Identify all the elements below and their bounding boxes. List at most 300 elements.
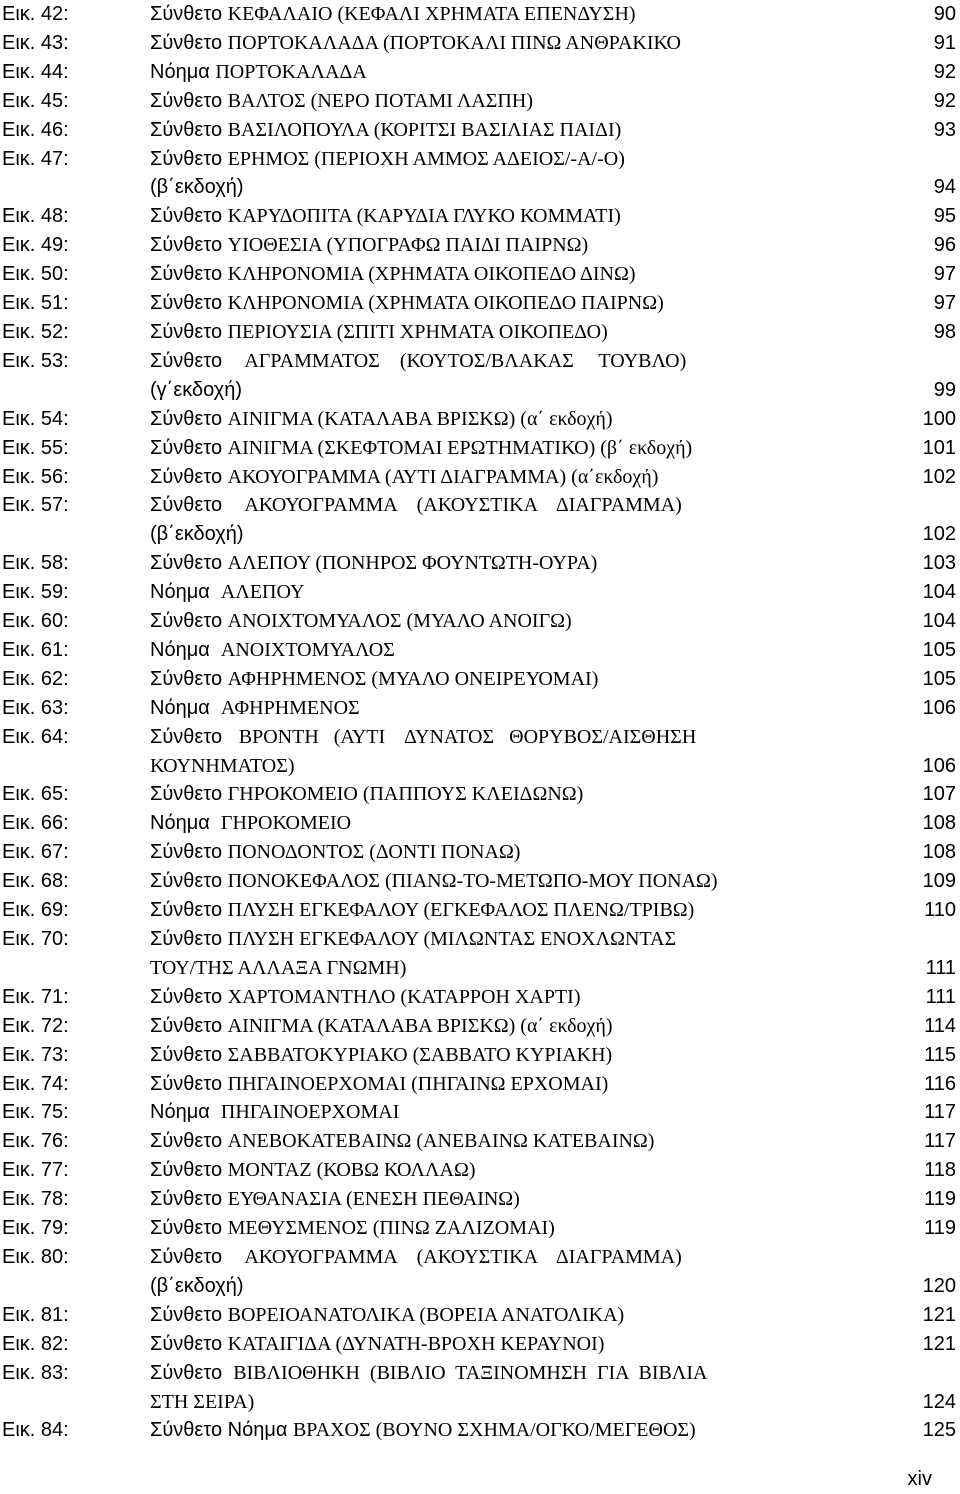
figure-sign: ΚΛΗΡΟΝΟΜΙΑ (ΧΡΗΜΑΤΑ ΟΙΚΟΠΕΔΟ ΠΑΙΡΝΩ) (227, 292, 664, 315)
figure-sign: ΑΝΕΒΟΚΑΤΕΒΑΙΝΩ (ΑΝΕΒΑΙΝΩ ΚΑΤΕΒΑΙΝΩ) (227, 1130, 655, 1153)
figure-title (150, 1070, 900, 1099)
figure-title-line (150, 231, 900, 260)
figure-type: Σύνθετο (150, 3, 228, 25)
figure-page-number: 121 (922, 1332, 956, 1355)
figure-title-line (150, 1185, 900, 1214)
figure-title (150, 1243, 900, 1301)
figure-title (150, 723, 900, 781)
figure-title (150, 289, 900, 318)
figure-entry (0, 896, 960, 925)
figure-title (150, 434, 900, 463)
figure-sign: ΠΗΓΑΙΝΟΕΡΧΟΜΑΙ (220, 1101, 400, 1124)
figure-title-line (150, 29, 900, 58)
figure-type: Σύνθετο (150, 234, 228, 257)
figure-title (150, 694, 900, 723)
figure-title (150, 1041, 900, 1070)
figure-entry (0, 29, 960, 58)
figure-type: Νόημα (150, 581, 221, 604)
figure-sign: ΚΛΗΡΟΝΟΜΙΑ (ΧΡΗΜΑΤΑ ΟΙΚΟΠΕΔΟ ΔΙΝΩ) (227, 263, 636, 286)
figure-type: Σύνθετο (150, 320, 228, 343)
figure-entry (0, 809, 960, 838)
figure-sign: ΑΚΟΥΟΓΡΑΜΜΑ (ΑΥΤΙ ΔΙΑΓΡΑΜΜΑ) (α΄εκδοχή) (227, 465, 659, 488)
figure-sign: ΠΕΡΙΟΥΣΙΑ (ΣΠΙΤΙ ΧΡΗΜΑΤΑ ΟΙΚΟΠΕΔΟ) (227, 320, 608, 343)
figure-page-number: 125 (922, 1419, 956, 1442)
figure-label: Εικ. 54: (2, 407, 69, 430)
page-number: xiv (907, 1468, 932, 1490)
figure-page-number: 96 (933, 234, 956, 257)
figure-type: Σύνθετο (150, 1245, 245, 1268)
figure-label: Εικ. 46: (2, 118, 69, 141)
figure-title-line (150, 1416, 900, 1445)
figure-title-line (150, 780, 900, 809)
figure-entry (0, 347, 960, 405)
figure-title (150, 347, 900, 405)
figure-entry (0, 867, 960, 896)
figure-page-number: 114 (924, 1014, 956, 1037)
figure-page-number: 105 (922, 638, 956, 661)
figure-type: Νόημα (150, 638, 221, 661)
figure-entry (0, 636, 960, 665)
figure-entry (0, 87, 960, 116)
figure-page-number: 115 (924, 1043, 956, 1066)
figure-label: Εικ. 58: (2, 552, 69, 575)
figure-entry (0, 665, 960, 694)
figure-type: Σύνθετο (150, 1130, 228, 1153)
figure-page-number: 98 (933, 320, 956, 343)
figure-sign: ΠΗΓΑΙΝΟΕΡΧΟΜΑΙ (ΠΗΓΑΙΝΩ ΕΡΧΟΜΑΙ) (227, 1072, 609, 1095)
figure-label: Εικ. 64: (2, 725, 69, 748)
figure-sign: ΠΟΡΤΟΚΑΛΑΔΑ (215, 60, 367, 83)
figure-title-line (150, 318, 900, 347)
figure-entry (0, 405, 960, 434)
figure-type: Σύνθετο (150, 899, 228, 922)
figure-entry (0, 925, 960, 983)
figure-page-number: 111 (925, 956, 956, 979)
figure-type: Σύνθετο (150, 870, 228, 893)
figure-entry (0, 1127, 960, 1156)
figure-label: Εικ. 70: (2, 928, 69, 950)
figure-title-line (150, 1041, 900, 1070)
figure-title (150, 1330, 900, 1359)
figure-title (150, 145, 900, 203)
figure-type: Σύνθετο (150, 725, 239, 748)
figure-title-line (150, 202, 900, 231)
figure-page-number: 92 (933, 60, 956, 83)
figure-title-line (150, 723, 900, 752)
figure-type: Σύνθετο (150, 349, 245, 372)
figure-title (150, 1127, 900, 1156)
figure-entry (0, 491, 960, 549)
figure-label: Εικ. 68: (2, 870, 69, 893)
figure-type: Σύνθετο (150, 147, 228, 170)
figure-page-number: 102 (922, 465, 956, 488)
figure-type: Σύνθετο (150, 1014, 228, 1037)
figure-type: Σύνθετο (150, 783, 228, 806)
figure-title-line (150, 87, 900, 116)
figure-entry (0, 0, 960, 29)
figure-sign: ΧΑΡΤΟΜΑΝΤΗΛΟ (ΚΑΤΑΡΡΟΗ ΧΑΡΤΙ) (227, 985, 581, 1008)
figure-sign: ΜΟΝΤΑΖ (ΚΟΒΩ ΚΟΛΛΑΩ) (227, 1159, 476, 1182)
figure-title (150, 636, 900, 665)
figure-entry (0, 1156, 960, 1185)
figure-type: Σύνθετο (150, 1361, 234, 1384)
figure-title-line (150, 1359, 900, 1388)
figure-label: Εικ. 78: (2, 1188, 69, 1211)
figure-label: Εικ. 80: (2, 1245, 69, 1268)
figure-sign: ΑΙΝΙΓΜΑ (ΣΚΕΦΤΟΜΑΙ ΕΡΩΤΗΜΑΤΙΚΟ) (β΄ εκδοχή) (227, 436, 693, 459)
figure-title (150, 867, 900, 896)
figure-sign: ΑΙΝΙΓΜΑ (ΚΑΤΑΛΑΒΑ ΒΡΙΣΚΩ) (α΄ εκδοχή) (227, 407, 613, 430)
figure-sign: ΥΙΟΘΕΣΙΑ (ΥΠΟΓΡΑΦΩ ΠΑΙΔΙ ΠΑΙΡΝΩ) (227, 234, 589, 257)
figure-page-number: 93 (933, 118, 956, 141)
figure-entry (0, 838, 960, 867)
figure-title-line (150, 434, 900, 463)
figure-page-number: 97 (933, 292, 956, 315)
figure-type: Σύνθετο (150, 1043, 228, 1066)
figure-title-line (150, 1012, 900, 1041)
figure-title-line (150, 1301, 900, 1330)
figure-sign: ΣΑΒΒΑΤΟΚΥΡΙΑΚΟ (ΣΑΒΒΑΤΟ ΚΥΡΙΑΚΗ) (227, 1043, 613, 1066)
figure-page-number: 94 (933, 176, 956, 199)
figure-title (150, 1214, 900, 1243)
figure-entry (0, 780, 960, 809)
figure-sign: ΠΟΡΤΟΚΑΛΑΔΑ (ΠΟΡΤΟΚΑΛΙ ΠΙΝΩ ΑΝΘΡΑΚΙΚΟ (227, 31, 681, 54)
figure-type: Σύνθετο Νόημα (150, 1419, 293, 1442)
figure-title-continuation: ΣΤΗ ΣΕΙΡΑ) (150, 1390, 255, 1413)
figure-type: Νόημα (150, 60, 216, 83)
figure-type: Νόημα (150, 812, 221, 835)
figure-label: Εικ. 62: (2, 667, 69, 690)
figure-title-line (150, 405, 900, 434)
figure-page-number: 111 (925, 985, 956, 1008)
figure-label: Εικ. 76: (2, 1130, 69, 1153)
figure-title (150, 87, 900, 116)
figure-sign: ΕΥΘΑΝΑΣΙΑ (ΕΝΕΣΗ ΠΕΘΑΙΝΩ) (227, 1188, 520, 1211)
figure-label: Εικ. 81: (2, 1303, 69, 1326)
figure-title-line (150, 145, 900, 174)
figure-title-line (150, 1214, 900, 1243)
figure-entry (0, 231, 960, 260)
figure-page-number: 105 (922, 667, 956, 690)
figure-title-line (150, 1330, 900, 1359)
figure-page-number: 92 (933, 89, 956, 112)
figure-title (150, 202, 900, 231)
figure-title-line (150, 578, 900, 607)
figure-sign: ΒΡΟΝΤΗ (ΑΥΤΙ ΔΥΝΑΤΟΣ ΘΟΡΥΒΟΣ/ΑΙΣΘΗΣΗ (238, 725, 697, 748)
figure-title (150, 260, 900, 289)
figure-title (150, 896, 900, 925)
figure-sign: ΠΛΥΣΗ ΕΓΚΕΦΑΛΟΥ (ΕΓΚΕΦΑΛΟΣ ΠΛΕΝΩ/ΤΡΙΒΩ) (227, 899, 695, 922)
figure-label: Εικ. 65: (2, 783, 69, 806)
figure-title (150, 1098, 900, 1127)
figure-title-line (150, 925, 900, 954)
figure-label: Εικ. 43: (2, 31, 69, 54)
figure-title-line (150, 607, 900, 636)
figure-page-number: 91 (933, 31, 956, 54)
figure-title (150, 780, 900, 809)
figure-title-line (150, 867, 900, 896)
figure-page-number: 104 (922, 610, 956, 633)
figure-title (150, 809, 900, 838)
figure-title (150, 838, 900, 867)
figure-title (150, 665, 900, 694)
figure-entry (0, 318, 960, 347)
figure-page-number: 109 (922, 870, 956, 893)
figure-entry (0, 1070, 960, 1099)
figure-entry (0, 1301, 960, 1330)
figure-title (150, 1156, 900, 1185)
figure-title (150, 1012, 900, 1041)
figure-label: Εικ. 79: (2, 1217, 69, 1240)
figure-title (150, 1185, 900, 1214)
figure-title-continuation: ΚΟΥΝΗΜΑΤΟΣ) (150, 754, 295, 777)
figure-label: Εικ. 48: (2, 205, 69, 228)
figure-title-line (150, 838, 900, 867)
figure-entry (0, 1041, 960, 1070)
figure-type: Σύνθετο (150, 1332, 228, 1355)
figure-sign: ΒΙΒΛΙΟΘΗΚΗ (ΒΙΒΛΙΟ ΤΑΞΙΝΟΜΗΣΗ ΓΙΑ ΒΙΒΛΙΑ (233, 1361, 708, 1384)
figure-label: Εικ. 57: (2, 494, 69, 517)
figure-title-line (150, 58, 900, 87)
figure-entry (0, 202, 960, 231)
figure-entry (0, 463, 960, 492)
figure-type: Σύνθετο (150, 292, 228, 315)
figure-label: Εικ. 63: (2, 696, 69, 719)
figure-title-line (150, 1098, 900, 1127)
figure-title (150, 607, 900, 636)
figure-entry (0, 1416, 960, 1445)
figure-entry (0, 607, 960, 636)
figure-page-number: 100 (922, 407, 956, 430)
figure-title-line (150, 463, 900, 492)
figure-title (150, 1416, 900, 1445)
figure-page-number: 117 (924, 1101, 956, 1124)
figure-entry (0, 1012, 960, 1041)
figure-entry (0, 145, 960, 203)
figure-title-line (150, 1156, 900, 1185)
figure-label: Εικ. 67: (2, 841, 69, 864)
figure-sign: ΚΕΦΑΛΑΙΟ (ΚΕΦΑΛΙ ΧΡΗΜΑΤΑ ΕΠΕΝΔΥΣΗ) (227, 3, 636, 25)
figure-page-number: 104 (922, 581, 956, 604)
figure-title (150, 578, 900, 607)
figure-sign: ΓΗΡΟΚΟΜΕΙΟ (220, 812, 352, 835)
figure-page-number: 107 (922, 783, 956, 806)
figure-sign: ΠΟΝΟΔΟΝΤΟΣ (ΔΟΝΤΙ ΠΟΝΑΩ) (227, 841, 521, 864)
figure-title (150, 1359, 900, 1417)
figure-label: Εικ. 44: (2, 60, 69, 83)
figure-sign: ΠΟΝΟΚΕΦΑΛΟΣ (ΠΙΑΝΩ-ΤΟ-ΜΕΤΩΠΟ-ΜΟΥ ΠΟΝΑΩ) (227, 870, 718, 893)
figure-title (150, 231, 900, 260)
figure-sign: ΜΕΘΥΣΜΕΝΟΣ (ΠΙΝΩ ΖΑΛΙΖΟΜΑΙ) (227, 1217, 555, 1240)
figure-type: Σύνθετο (150, 465, 228, 488)
figure-sign: ΚΑΤΑΙΓΙΔΑ (ΔΥΝΑΤΗ-ΒΡΟΧΗ ΚΕΡΑΥΝΟΙ) (227, 1332, 605, 1355)
figure-type: Σύνθετο (150, 263, 228, 286)
figure-title-line (150, 983, 900, 1012)
figure-sign: ΠΛΥΣΗ ΕΓΚΕΦΑΛΟΥ (ΜΙΛΩΝΤΑΣ ΕΝΟΧΛΩΝΤΑΣ (227, 928, 677, 950)
figure-page-number: 102 (922, 523, 956, 546)
figure-label: Εικ. 51: (2, 292, 69, 315)
figure-page-number: 108 (922, 841, 956, 864)
figure-entry (0, 1185, 960, 1214)
figure-title-line (150, 665, 900, 694)
figure-type: Σύνθετο (150, 1072, 228, 1095)
figure-sign: ΕΡΗΜΟΣ (ΠΕΡΙΟΧΗ ΑΜΜΟΣ ΑΔΕΙΟΣ/-Α/-Ο) (227, 147, 625, 170)
figure-title-line (150, 347, 900, 376)
figure-sign: ΑΓΡΑΜΜΑΤΟΣ (ΚΟΥΤΟΣ/ΒΛΑΚΑΣ ΤΟΥΒΛΟ) (244, 349, 687, 372)
figure-label: Εικ. 69: (2, 899, 69, 922)
figure-sign: ΒΡΑΧΟΣ (ΒΟΥΝΟ ΣΧΗΜΑ/ΟΓΚΟ/ΜΕΓΕΘΟΣ) (292, 1419, 696, 1442)
figure-page-number: 97 (933, 263, 956, 286)
figure-title (150, 549, 900, 578)
figure-label: Εικ. 71: (2, 985, 69, 1008)
figure-entry (0, 549, 960, 578)
figure-title (150, 491, 900, 549)
figure-sign: ΑΦΗΡΗΜΕΝΟΣ (220, 696, 360, 719)
figure-type: Σύνθετο (150, 118, 228, 141)
figure-sign: ΑΦΗΡΗΜΕΝΟΣ (ΜΥΑΛΟ ΟΝΕΙΡΕΥΟΜΑΙ) (227, 667, 599, 690)
figure-type: Σύνθετο (150, 205, 228, 228)
figure-entry (0, 1098, 960, 1127)
figure-label: Εικ. 82: (2, 1332, 69, 1355)
figure-sign: ΓΗΡΟΚΟΜΕΙΟ (ΠΑΠΠΟΥΣ ΚΛΕΙΔΩΝΩ) (227, 783, 584, 806)
figure-type: Σύνθετο (150, 1217, 228, 1240)
figure-type: Σύνθετο (150, 1188, 228, 1211)
figure-sign: ΑΛΕΠΟΥ (220, 581, 305, 604)
figure-label: Εικ. 49: (2, 234, 69, 257)
figure-entry (0, 1214, 960, 1243)
figure-label: Εικ. 84: (2, 1419, 69, 1442)
figure-type: Σύνθετο (150, 841, 228, 864)
figure-title-line (150, 636, 900, 665)
figure-label: Εικ. 74: (2, 1072, 69, 1095)
figure-page-number: 108 (922, 812, 956, 835)
figure-page-number: 124 (922, 1390, 956, 1413)
figure-page-number: 90 (933, 3, 956, 25)
figure-page-number: 118 (924, 1159, 956, 1182)
figure-title-line (150, 809, 900, 838)
figure-title (150, 116, 900, 145)
figure-page-number: 110 (924, 899, 956, 922)
figure-title-line (150, 0, 900, 29)
figure-sign: ΒΟΡΕΙΟΑΝΑΤΟΛΙΚΑ (ΒΟΡΕΙΑ ΑΝΑΤΟΛΙΚΑ) (227, 1303, 625, 1326)
figure-type: Σύνθετο (150, 436, 228, 459)
figure-page-number: 101 (922, 436, 956, 459)
figure-label: Εικ. 56: (2, 465, 69, 488)
figure-title-line (150, 260, 900, 289)
figure-type: Σύνθετο (150, 31, 228, 54)
figure-title (150, 983, 900, 1012)
figure-type: Σύνθετο (150, 1303, 228, 1326)
figure-label: Εικ. 42: (2, 3, 69, 25)
figure-page-number: 99 (933, 378, 956, 401)
figure-page-number: 106 (922, 696, 956, 719)
figure-sign: ΑΛΕΠΟΥ (ΠΟΝΗΡΟΣ ΦΟΥΝΤΩΤΗ-ΟΥΡΑ) (227, 552, 598, 575)
figure-title-line (150, 1127, 900, 1156)
figure-page-number: 121 (922, 1303, 956, 1326)
figure-page-number: 119 (924, 1188, 956, 1211)
figure-page-number: 103 (922, 552, 956, 575)
figure-type: Σύνθετο (150, 552, 228, 575)
figure-entry (0, 694, 960, 723)
figure-label: Εικ. 75: (2, 1101, 69, 1124)
figure-label: Εικ. 72: (2, 1014, 69, 1037)
figure-entry (0, 434, 960, 463)
figure-title (150, 405, 900, 434)
figure-title (150, 463, 900, 492)
figure-type: Σύνθετο (150, 610, 228, 633)
figure-title (150, 58, 900, 87)
figure-sign: ΑΙΝΙΓΜΑ (ΚΑΤΑΛΑΒΑ ΒΡΙΣΚΩ) (α΄ εκδοχή) (227, 1014, 613, 1037)
figure-label: Εικ. 61: (2, 638, 69, 661)
figure-sign: ΑΝΟΙΧΤΟΜΥΑΛΟΣ (ΜΥΑΛΟ ΑΝΟΙΓΩ) (227, 610, 572, 633)
figure-label: Εικ. 59: (2, 581, 69, 604)
figure-type: Νόημα (150, 696, 221, 719)
figure-title-line (150, 491, 900, 520)
figure-sign: ΚΑΡΥΔΟΠΙΤΑ (ΚΑΡΥΔΙΑ ΓΛΥΚΟ ΚΟΜΜΑΤΙ) (227, 205, 621, 228)
figure-title (150, 925, 900, 983)
figure-entry (0, 578, 960, 607)
figure-type: Σύνθετο (150, 407, 228, 430)
figure-title-line (150, 1070, 900, 1099)
figure-title (150, 318, 900, 347)
figure-page-number: 117 (924, 1130, 956, 1153)
figure-title-line (150, 694, 900, 723)
figure-entry (0, 1359, 960, 1417)
figure-title-line (150, 896, 900, 925)
figure-page-number: 120 (922, 1274, 956, 1297)
figure-label: Εικ. 53: (2, 349, 69, 372)
figure-title-line (150, 1243, 900, 1272)
figure-title-line (150, 116, 900, 145)
figure-page-number: 119 (924, 1217, 956, 1240)
figure-label: Εικ. 50: (2, 263, 69, 286)
figure-sign: ΑΝΟΙΧΤΟΜΥΑΛΟΣ (220, 638, 395, 661)
figure-entry (0, 58, 960, 87)
figure-entry (0, 260, 960, 289)
figure-entry (0, 723, 960, 781)
figure-title-continuation: (γ΄εκδοχή) (150, 378, 242, 401)
figure-label: Εικ. 45: (2, 89, 69, 112)
figure-title (150, 1301, 900, 1330)
figure-label: Εικ. 73: (2, 1043, 69, 1066)
figure-title-line (150, 549, 900, 578)
figure-page-number: 116 (924, 1072, 956, 1095)
figure-entry (0, 116, 960, 145)
figure-label: Εικ. 77: (2, 1159, 69, 1182)
figure-sign: ΑΚΟΥΟΓΡΑΜΜΑ (ΑΚΟΥΣΤΙΚΑ ΔΙΑΓΡΑΜΜΑ) (244, 1245, 682, 1268)
figure-sign: ΒΑΛΤΟΣ (ΝΕΡΟ ΠΟΤΑΜΙ ΛΑΣΠΗ) (227, 89, 533, 112)
figure-label: Εικ. 47: (2, 147, 69, 170)
figure-type: Σύνθετο (150, 667, 228, 690)
figure-type: Σύνθετο (150, 985, 228, 1008)
figure-title-line (150, 289, 900, 318)
figure-type: Σύνθετο (150, 494, 245, 517)
figure-type: Σύνθετο (150, 1159, 228, 1182)
figure-label: Εικ. 52: (2, 320, 69, 343)
figure-type: Σύνθετο (150, 928, 228, 950)
figure-page-number: 106 (922, 754, 956, 777)
figure-title (150, 0, 900, 29)
figure-title-continuation: (β΄εκδοχή) (150, 1274, 244, 1297)
figure-page-number: 95 (933, 205, 956, 228)
figure-title (150, 29, 900, 58)
figure-label: Εικ. 83: (2, 1361, 69, 1384)
figure-label: Εικ. 55: (2, 436, 69, 459)
figure-title-continuation: ΤΟΥ/ΤΗΣ ΑΛΛΑΞΑ ΓΝΩΜΗ) (150, 956, 407, 979)
figure-type: Νόημα (150, 1101, 221, 1124)
figure-label: Εικ. 60: (2, 610, 69, 633)
figure-type: Σύνθετο (150, 89, 228, 112)
